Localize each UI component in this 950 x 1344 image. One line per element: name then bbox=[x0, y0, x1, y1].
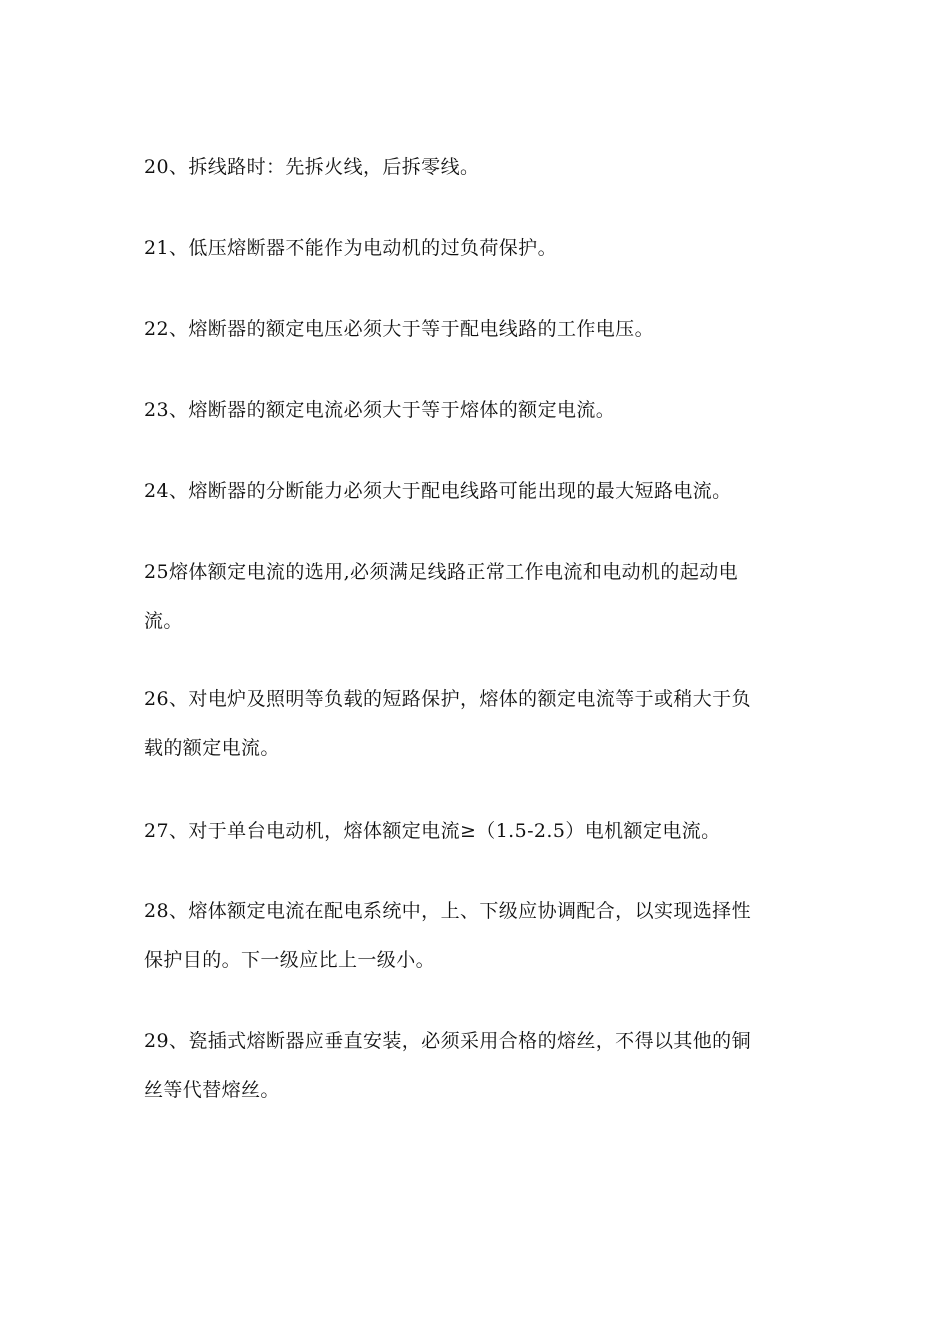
item-line: 22、熔断器的额定电压必须大于等于配电线路的工作电压。 bbox=[144, 318, 654, 340]
item-line: 21、低压熔断器不能作为电动机的过负荷保护。 bbox=[144, 237, 557, 259]
item-line: 24、熔断器的分断能力必须大于配电线路可能出现的最大短路电流。 bbox=[144, 480, 732, 502]
list-item-29 bbox=[144, 1017, 812, 1115]
item-line: 20、拆线路时：先拆火线，后拆零线。 bbox=[144, 156, 480, 178]
item-line: 23、熔断器的额定电流必须大于等于熔体的额定电流。 bbox=[144, 399, 616, 421]
list-item-28 bbox=[144, 887, 812, 985]
item-line: 流。 bbox=[144, 610, 183, 632]
list-item-24 bbox=[144, 467, 812, 516]
list-item-26 bbox=[144, 675, 812, 773]
item-line: 27、对于单台电动机，熔体额定电流≥（1.5-2.5）电机额定电流。 bbox=[144, 820, 721, 842]
item-line: 25熔体额定电流的选用,必须满足线路正常工作电流和电动机的起动电 bbox=[144, 561, 739, 583]
item-line: 29、瓷插式熔断器应垂直安装，必须采用合格的熔丝，不得以其他的铜 bbox=[144, 1030, 751, 1052]
list-item-25 bbox=[144, 548, 812, 646]
item-line: 26、对电炉及照明等负载的短路保护，熔体的额定电流等于或稍大于负 bbox=[144, 688, 751, 710]
item-line: 丝等代替熔丝。 bbox=[144, 1079, 280, 1101]
list-item-27 bbox=[144, 807, 812, 856]
list-item-23 bbox=[144, 386, 812, 435]
item-line: 载的额定电流。 bbox=[144, 737, 280, 759]
item-line: 保护目的。下一级应比上一级小。 bbox=[144, 949, 436, 971]
list-item-21 bbox=[144, 224, 812, 273]
list-item-22 bbox=[144, 305, 812, 354]
list-item-20 bbox=[144, 143, 812, 192]
item-line: 28、熔体额定电流在配电系统中，上、下级应协调配合，以实现选择性 bbox=[144, 900, 751, 922]
